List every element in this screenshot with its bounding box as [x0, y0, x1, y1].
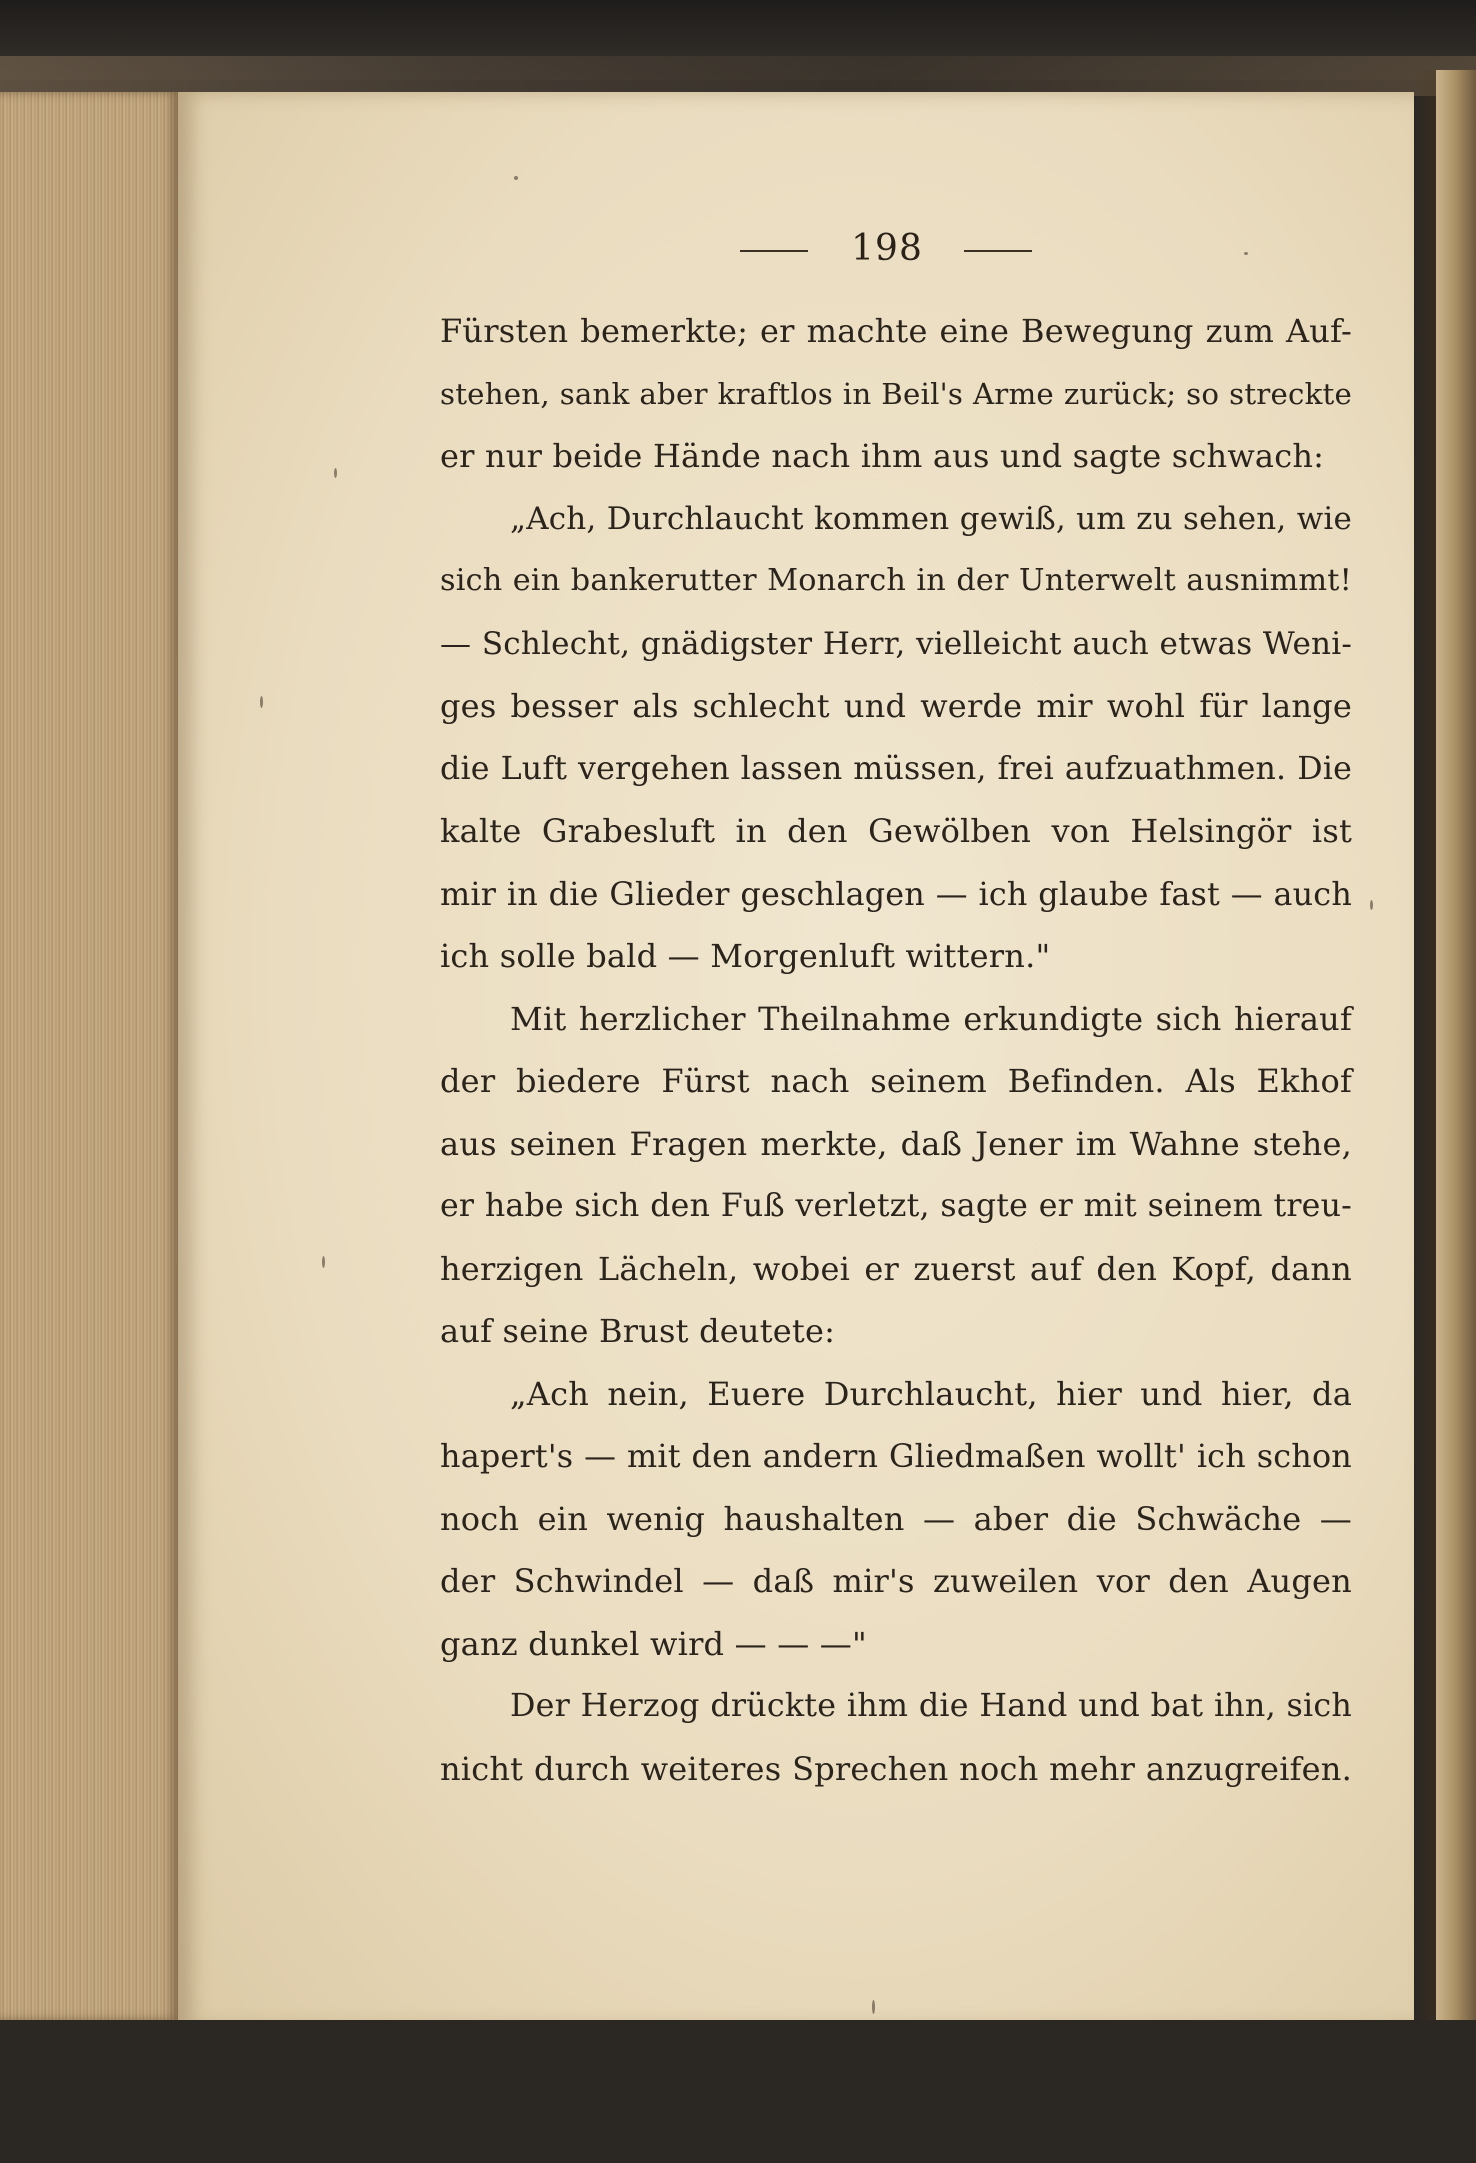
- text-line: noch ein wenig haushalten — aber die Schwäche —: [440, 1499, 1352, 1538]
- paper-speck: [872, 2000, 875, 2014]
- paper-speck: [260, 696, 263, 708]
- paper-speck: [322, 1256, 325, 1268]
- text-line: nicht durch weiteres Sprechen noch mehr anzugreifen.: [440, 1749, 1352, 1788]
- text-line: „Ach nein, Euere Durchlaucht, hier und hier, da: [510, 1374, 1352, 1413]
- text-line: herzigen Lächeln, wobei er zuerst auf den Kopf, dann: [440, 1249, 1352, 1288]
- text-line: Der Herzog drückte ihm die Hand und bat ihn, sich: [510, 1688, 1352, 1724]
- next-page-edge: [1436, 70, 1476, 2030]
- paper-speck: [1370, 900, 1373, 910]
- running-header: [740, 228, 1040, 268]
- page-number: 198: [851, 228, 923, 269]
- text-line: sich ein bankerutter Monarch in der Unterwelt ausnimmt!: [440, 563, 1352, 598]
- paper-speck: [1244, 252, 1248, 255]
- text-line: mir in die Glieder geschlagen — ich glaube fast — auch: [440, 874, 1352, 913]
- text-line: Fürsten bemerkte; er machte eine Bewegung zum Auf-: [440, 312, 1352, 350]
- text-line: Mit herzlicher Theilnahme erkundigte sich hierauf: [510, 999, 1352, 1038]
- header-rule-right: [964, 250, 1032, 252]
- text-line: die Luft vergehen lassen müssen, frei aufzuathmen. Die: [440, 750, 1352, 787]
- text-line: er nur beide Hände nach ihm aus und sagte schwach:: [440, 437, 1325, 475]
- gutter-shadow: [1414, 70, 1436, 2030]
- paper-speck: [334, 468, 337, 478]
- header-rule-left: [740, 250, 808, 252]
- body-text: [440, 300, 1352, 1800]
- text-line: der Schwindel — daß mir's zuweilen vor den Augen: [440, 1562, 1352, 1600]
- text-line: „Ach, Durchlaucht kommen gewiß, um zu sehen, wie: [510, 500, 1352, 537]
- text-line: stehen, sank aber kraftlos in Beil's Arme zurück; so streckte: [440, 376, 1352, 411]
- text-line: kalte Grabesluft in den Gewölben von Helsingör ist: [440, 812, 1352, 850]
- text-line: ges besser als schlecht und werde mir wohl für lange: [440, 687, 1352, 725]
- book-spine-edge: [0, 56, 1476, 96]
- text-line: ganz dunkel wird — — —": [440, 1624, 867, 1663]
- text-line: er habe sich den Fuß verletzt, sagte er mit seinem treu-: [440, 1188, 1352, 1224]
- text-line: der biedere Fürst nach seinem Befinden. Als Ekhof: [440, 1062, 1352, 1100]
- text-line: — Schlecht, gnädigster Herr, vielleicht auch etwas Weni-: [440, 625, 1352, 662]
- text-line: ich solle bald — Morgenluft wittern.": [440, 937, 1051, 975]
- stacked-page-edges: [0, 92, 178, 2020]
- text-line: hapert's — mit den andern Gliedmaßen wollt' ich schon: [440, 1437, 1352, 1475]
- text-line: auf seine Brust deutete:: [440, 1312, 836, 1350]
- scan-background-bottom: [0, 2020, 1476, 2163]
- text-line: aus seinen Fragen merkte, daß Jener im Wahne stehe,: [440, 1124, 1352, 1163]
- paper-speck: [514, 176, 518, 180]
